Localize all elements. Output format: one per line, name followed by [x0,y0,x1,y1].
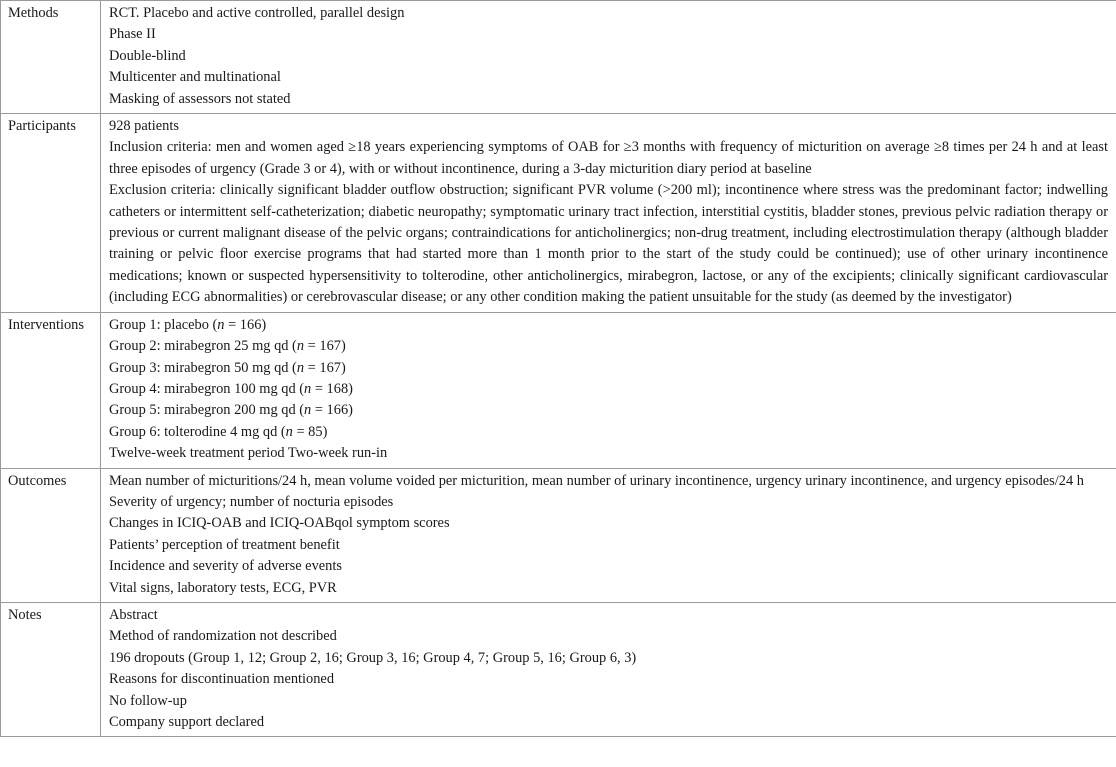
note-line: 196 dropouts (Group 1, 12; Group 2, 16; Group 3, 16; Group 4, 7; Group 5, 16; Group 6, 3) [109,649,637,666]
methods-line: Multicenter and multinational [109,69,281,86]
row-label-outcomes: Outcomes [1,468,101,602]
methods-line: Masking of assessors not stated [109,90,291,107]
row-content-participants [101,114,1116,313]
row-content-notes [101,602,1116,736]
intervention-group-4: Group 4: mirabegron 100 mg qd (n = 168) [109,380,353,397]
intervention-group-1: Group 1: placebo (n = 166) [109,316,267,333]
table-row-methods [1,1,1116,114]
outcome-line: Patients’ perception of treatment benefit [109,536,340,553]
outcome-line: Vital signs, laboratory tests, ECG, PVR [109,579,337,596]
row-label-interventions: Interventions [1,312,101,468]
outcome-line: Incidence and severity of adverse events [109,558,342,575]
treatment-period: Twelve-week treatment period Two-week run-in [109,445,388,462]
intervention-group-6: Group 6: tolterodine 4 mg qd (n = 85) [109,423,328,440]
intervention-group-5: Group 5: mirabegron 200 mg qd (n = 166) [109,402,353,419]
table-row-outcomes [1,468,1116,602]
table-row-interventions [1,312,1116,468]
note-line: No follow-up [109,692,187,709]
methods-line: Double-blind [109,47,186,64]
note-line: Reasons for discontinuation mentioned [109,671,335,688]
outcome-line: Mean number of micturitions/24 h, mean volume voided per micturition, mean number of urinary incontinence, urgency urinary incontinence, and urgency episodes/24 h [109,472,1084,489]
row-label-methods: Methods [1,1,101,114]
intervention-group-3: Group 3: mirabegron 50 mg qd (n = 167) [109,359,346,376]
note-line: Method of randomization not described [109,628,337,645]
row-label-notes: Notes [1,602,101,736]
outcome-line: Severity of urgency; number of nocturia episodes [109,493,394,510]
table-row-participants [1,114,1116,313]
note-line: Company support declared [109,714,265,730]
row-content-interventions [101,312,1116,468]
exclusion-criteria: Exclusion criteria: clinically significant bladder outflow obstruction; significant PVR volume (>200 ml); incontinence where stress was the predominant factor; indwelling catheters or intermittent self-catheterization; diabetic neuropathy; symptomatic urinary tract infection, interstitial cystitis, bladder stones, previous pelvic radiation therapy or previous or current malignant disease of the pelvic organs; contraindications for anticholinergics; non-drug treatment, including electrostimulation therapy (although bladder training or pelvic floor exercise programs that had started more than 1 month prior to the start of the study could be continued); use of other urinary incontinence medications; known or suspected hypersensitivity to tolterodine, other anticholinergics, mirabegron, lactose, or any of the excipients; clinically significant cardiovascular (including ECG abnormalities) or cerebrovascular disease; or any other condition making the patient unsuitable for the study (as deemed by the investigator) [109,182,1108,306]
participants-count: 928 patients [109,118,179,135]
note-line: Abstract [109,606,158,623]
methods-line: RCT. Placebo and active controlled, parallel design [109,5,405,21]
methods-line: Phase II [109,26,156,43]
outcome-line: Changes in ICIQ-OAB and ICIQ-OABqol symptom scores [109,515,450,532]
intervention-group-2: Group 2: mirabegron 25 mg qd (n = 167) [109,338,346,355]
table-row-notes [1,602,1116,736]
row-label-participants: Participants [1,114,101,313]
row-content-methods [101,1,1116,114]
row-content-outcomes [101,468,1116,602]
inclusion-criteria: Inclusion criteria: men and women aged ≥18 years experiencing symptoms of OAB for ≥3 months with frequency of micturition on average ≥8 times per 24 h and at least three episodes of urgency (Grade 3 or 4), with or without incontinence, during a 3-day micturition diary period at baseline [109,139,1108,177]
